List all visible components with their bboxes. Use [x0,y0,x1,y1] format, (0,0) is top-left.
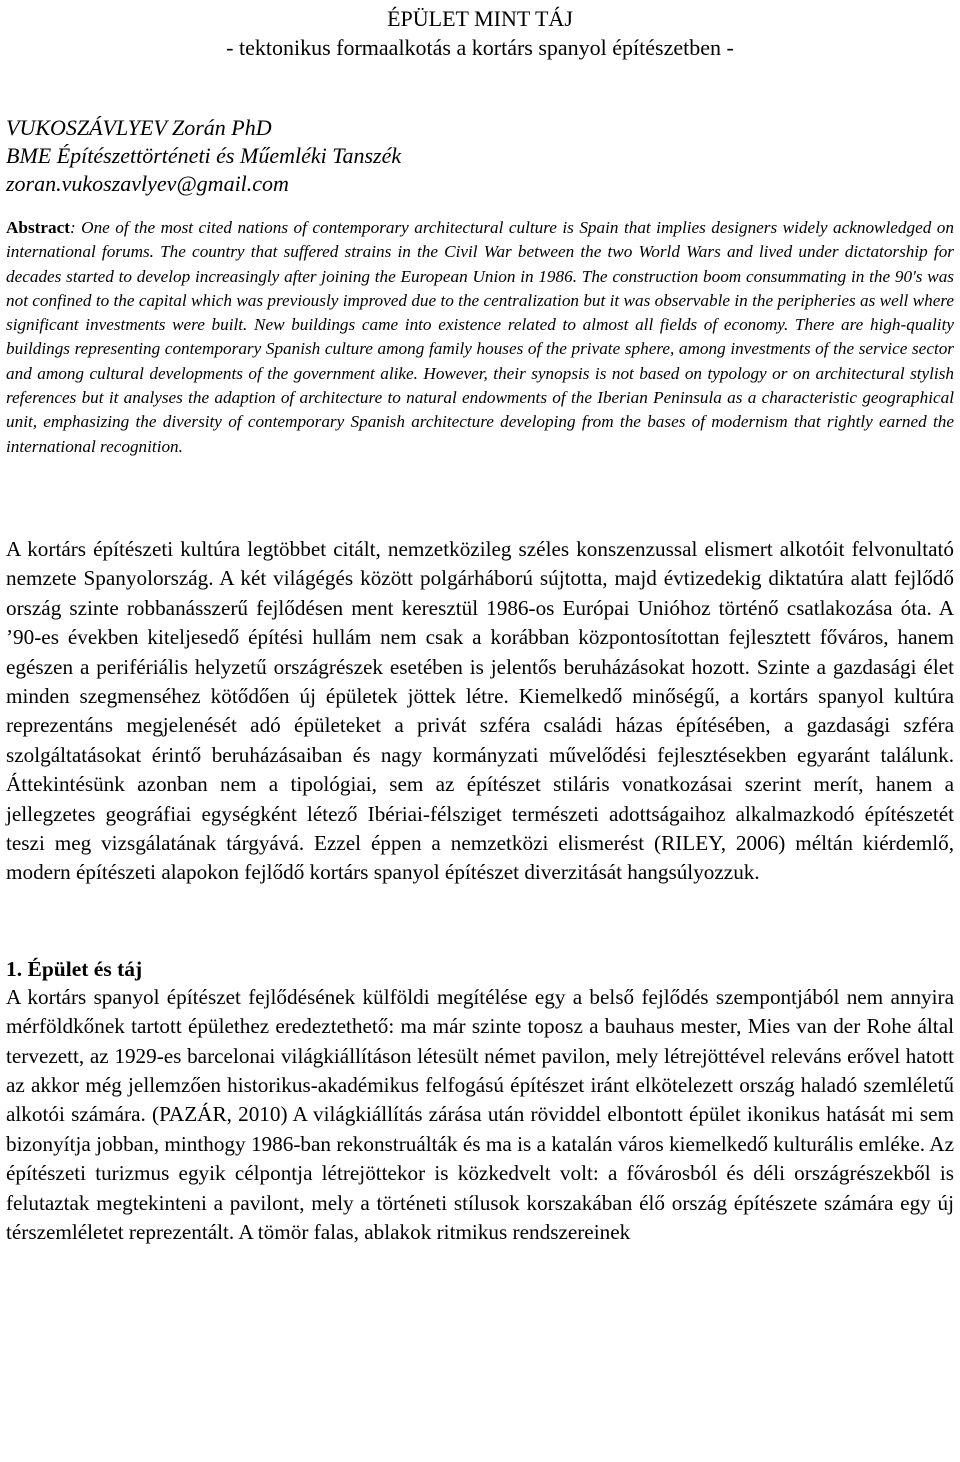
author-block [6,114,954,198]
title-block [6,4,954,62]
author-affiliation: BME Építészettörténeti és Műemléki Tanszék [6,143,402,168]
section-body: A kortárs spanyol építészet fejlődésének külföldi megítélése egy a belső fejlődés szempontjából nem annyira mérföldkőnek tartott épülethez eredeztethető: ma már szinte toposz a bauhaus mester, Mies van der Rohe által tervezett, az 1929-es barcelonai világkiállításon létesült német pavilon, mely létrejöttével releváns erővel hatott az akkor még jellemzően historikus-akadémikus felfogású építészet iránt elkötelezett ország haladó szemléletű alkotói számára. (PAZÁR, 2010) A világkiállítás zárása után röviddel elbontott épület ikonikus hatását mi sem bizonyítja jobban, minthogy 1986-ban rekonstruálták és ma is a katalán város kiemelkedő kulturális emléke. Az építészeti turizmus egyik célpontja létrejöttekor is közkedvelt volt: a fővárosból és déli országrészekből is felutaztak megtekinteni a pavilont, mely a történeti stílusok korszakában élő ország építészete számára egy új térszemléletet reprezentált. A tömör falas, ablakok ritmikus rendszereinek [6,984,954,1245]
paper-subtitle: - tektonikus formaalkotás a kortárs spanyol építészetben - [226,35,734,60]
paper-title: ÉPÜLET MINT TÁJ [387,6,573,31]
abstract-label: Abstract [6,218,70,237]
section-heading: 1. Épület és táj [6,956,143,981]
abstract-text: : One of the most cited nations of contemporary architectural culture is Spain that implies designers widely acknowledged on international forums. The country that suffered strains in the Civil War between the two World Wars and lived under dictatorship for decades started to develop increasingly after joining the European Union in 1986. The construction boom consummating in the 90's was not confined to the capital which was previously improved due to the centralization but it was observable in the peripheries as well where significant investments were built. New buildings came into existence related to almost all fields of economy. There are high-quality buildings representing contemporary Spanish culture among family houses of the private sphere, among investments of the service sector and among cultural developments of the government alike. However, their synopsis is not based on typology or on architectural stylish references but it analyses the adaption of architecture to natural endowments of the Iberian Peninsula as a characteristic geographical unit, emphasizing the diversity of contemporary Spanish architecture developing from the bases of modernism that rightly earned the international recognition. [6,218,954,456]
document-page [6,0,954,1269]
author-email: zoran.vukoszavlyev@gmail.com [6,171,289,196]
abstract [6,216,954,459]
author-name: VUKOSZÁVLYEV Zorán PhD [6,115,272,140]
hungarian-summary: A kortárs építészeti kultúra legtöbbet citált, nemzetközileg széles konszenzussal elismert alkotóit felvonultató nemzete Spanyolország. A két világégés között polgárháború sújtotta, majd évtizedekig diktatúra alatt fejlődő ország szinte robbanásszerű fejlődésen ment keresztül 1986-os Európai Unióhoz történő csatlakozása óta. A ’90-es években kiteljesedő építési hullám nem csak a korábban központosítottan fejlesztett főváros, hanem egészen a perifériális helyzetű országrészek esetében is jelentős beruházásokat hozott. Szinte a gazdasági élet minden szegmenséhez kötődően új épületek jöttek létre. Kiemelkedő minőségű, a kortárs spanyol kultúra reprezentáns megjelenését adó épületeket a privát szféra családi házas építésében, a gazdasági szféra szolgáltatásokat érintő beruházásaiban és nagy kormányzati művelődési fejlesztésekben egyaránt találunk. Áttekintésünk azonban nem a tipológiai, sem az építészet stiláris vonatkozásai szerint merít, hanem a jellegzetes geográfiai egységként létező Ibériai-félsziget természeti adottságaihoz alkalmazkodó építészetét teszi meg vizsgálatának tárgyává. Ezzel éppen a nemzetközi elismerést (RILEY, 2006) méltán kiérdemlő, modern építészeti alapokon fejlődő kortárs spanyol építészet diverzitását hangsúlyozzuk. [6,536,954,885]
